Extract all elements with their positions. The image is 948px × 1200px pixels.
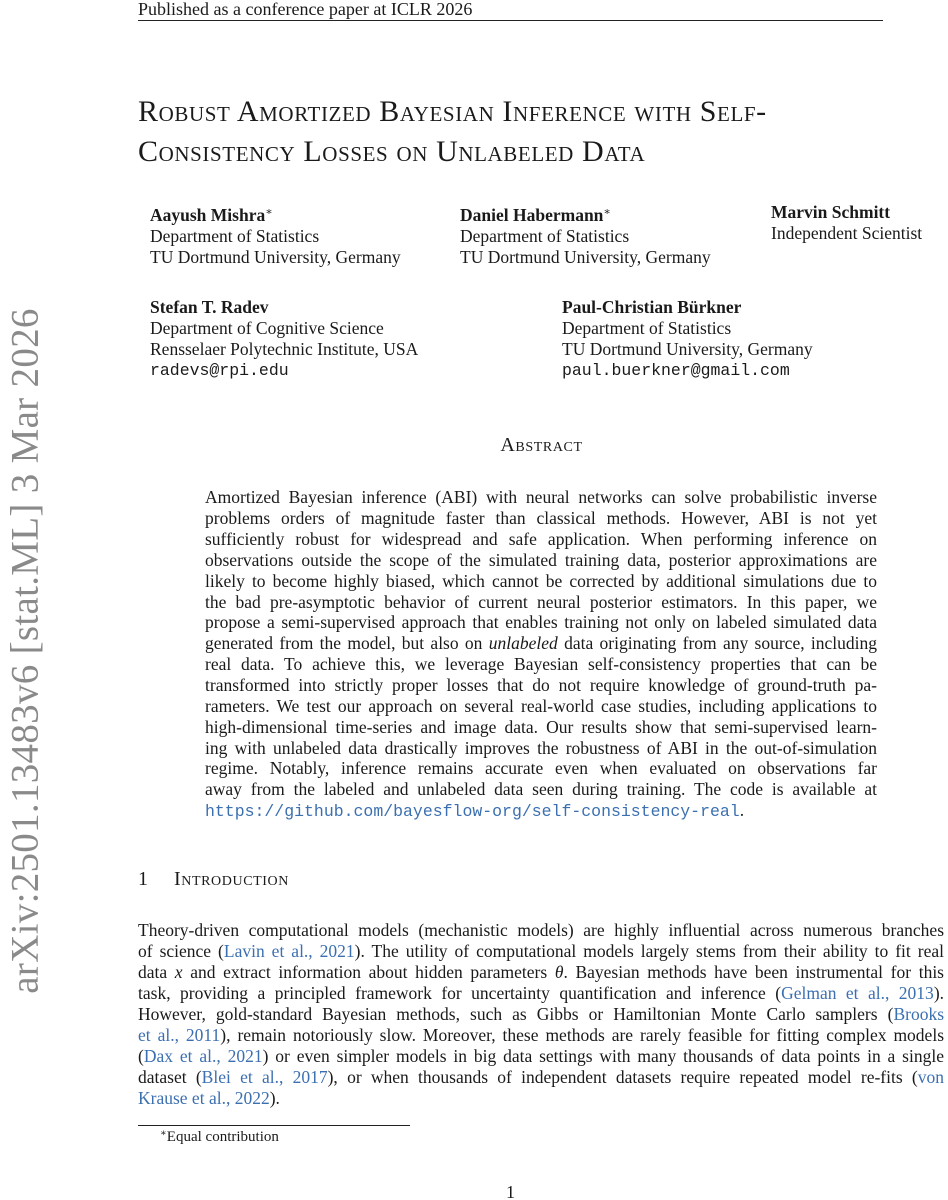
section-number: 1: [138, 868, 148, 890]
abstract-line: transformed into strictly proper losses that do not require knowledge of ground-truth pa-: [205, 675, 877, 695]
author-name: Aayush Mishra: [150, 205, 266, 225]
body-line: [138, 941, 944, 962]
abstract-line: propose a semi-supervised approach that enables training not only on labeled simulated data: [205, 612, 877, 632]
citation-link[interactable]: Gelman et al., 2013: [781, 983, 934, 1003]
author-department: Department of Statistics: [562, 318, 732, 338]
citation-link[interactable]: Dax et al., 2021: [143, 1046, 263, 1066]
abstract-line: ing with unlabeled data drastically improves the robustness of ABI in the out-of-simulation: [205, 738, 877, 758]
citation-link[interactable]: et al., 2011: [138, 1025, 221, 1045]
emphasis-text: unlabeled: [488, 633, 558, 653]
author-institution: Rensselaer Polytechnic Institute, USA: [150, 339, 419, 359]
body-line: [138, 983, 944, 1004]
author-institution: TU Dortmund University, Germany: [150, 247, 401, 267]
running-header: Published as a conference paper at ICLR 2026: [138, 0, 473, 19]
body-text: data: [138, 962, 175, 982]
author-block: [150, 297, 418, 381]
abstract-line: problems orders of magnitude faster than classical methods. However, ABI is not yet: [205, 508, 877, 528]
body-text: of science (: [138, 941, 224, 961]
author-block: [150, 202, 401, 268]
body-text: dataset (: [138, 1067, 202, 1087]
footnote-text: Equal contribution: [166, 1129, 279, 1145]
body-text: ) or even simpler models in big data settings with many thousands of data points in a single: [262, 1046, 944, 1066]
citation-link[interactable]: Krause et al., 2022: [138, 1088, 270, 1108]
citation-link[interactable]: Brooks: [893, 1004, 944, 1024]
math-variable: x: [174, 962, 183, 982]
author-email[interactable]: paul.buerkner@gmail.com: [562, 361, 790, 380]
body-line: [138, 1067, 944, 1088]
arxiv-stamp: [0, 0, 50, 1200]
body-text: . Bayesian methods have been instrumental for this: [563, 962, 944, 982]
author-institution: TU Dortmund University, Germany: [562, 339, 813, 359]
body-text: ). The utility of computational models largely stems from their ability to fit real: [354, 941, 944, 961]
footnote-rule: [138, 1125, 410, 1126]
body-text: (: [138, 1046, 144, 1066]
body-text: ).: [933, 983, 945, 1003]
body-line: [138, 962, 944, 983]
abstract-line: [205, 633, 877, 654]
body-text: However, gold-standard Bayesian methods, such as Gibbs or Hamiltonian Monte Carlo samplers (: [138, 1004, 894, 1024]
body-line: Theory-driven computational models (mechanistic models) are highly influential across numerous branches: [138, 920, 944, 940]
body-text: ).: [269, 1088, 280, 1108]
code-repository-link[interactable]: https://github.com/bayesflow-org/self-consistency-real: [205, 802, 740, 821]
section-heading: [138, 868, 289, 891]
author-department: Department of Cognitive Science: [150, 318, 384, 338]
equal-contribution-mark: ∗: [603, 206, 611, 218]
abstract-line: the bad pre-asymptotic behavior of current neural posterior estimators. In this paper, we: [205, 592, 877, 612]
abstract-line: away from the labeled and unlabeled data seen during training. The code is available at: [205, 779, 877, 799]
body-line: [138, 1088, 944, 1109]
author-department: Independent Scientist: [771, 223, 923, 243]
author-department: Department of Statistics: [460, 226, 630, 246]
citation-link[interactable]: von: [917, 1067, 944, 1087]
abstract-text: data originating from any source, including: [557, 633, 877, 653]
abstract-line: regime. Notably, inference remains accurate even when evaluated on observations far: [205, 758, 877, 778]
body-text: ), or when thousands of independent datasets require repeated model re-fits (: [327, 1067, 918, 1087]
footnote: [160, 1128, 279, 1146]
abstract-line: [205, 800, 877, 822]
page-number: 1: [506, 1182, 515, 1200]
citation-link[interactable]: Blei et al., 2017: [201, 1067, 328, 1087]
equal-contribution-mark: ∗: [265, 206, 273, 218]
body-line: [138, 1046, 944, 1067]
abstract-line: real data. To achieve this, we leverage Bayesian self-consistency properties that can be: [205, 654, 877, 674]
abstract-line: rameters. We test our approach on several real-world case studies, including applications to: [205, 696, 877, 716]
author-block: [460, 202, 711, 268]
body-text: task, providing a principled framework for uncertainty quantification and inference (: [138, 983, 782, 1003]
abstract-line: high-dimensional time-series and image data. Our results show that semi-supervised learn-: [205, 717, 877, 737]
body-text: and extract information about hidden parameters: [182, 962, 555, 982]
abstract-line: Amortized Bayesian inference (ABI) with neural networks can solve probabilistic inverse: [205, 487, 877, 507]
abstract-line: observations outside the scope of the simulated training data, posterior approximations are: [205, 550, 877, 570]
math-variable: θ: [554, 962, 564, 982]
abstract-heading: Abstract: [500, 434, 583, 456]
citation-link[interactable]: Lavin et al., 2021: [223, 941, 355, 961]
author-name: Daniel Habermann: [460, 205, 604, 225]
author-department: Department of Statistics: [150, 226, 320, 246]
abstract-text: generated from the model, but also on: [205, 633, 483, 653]
abstract-text: .: [739, 800, 745, 820]
author-block: [562, 297, 813, 381]
body-line: [138, 1025, 944, 1046]
section-title: Introduction: [174, 868, 289, 890]
author-name: Paul-Christian Bürkner: [562, 297, 742, 317]
paper-title-line-2: Consistency Losses on Unlabeled Data: [138, 135, 646, 168]
paper-title-line-1: Robust Amortized Bayesian Inference with Self-: [138, 95, 767, 128]
body-line: [138, 1004, 944, 1025]
author-name: Marvin Schmitt: [771, 202, 891, 222]
arxiv-stamp-text: arXiv:2501.13483v6 [stat.ML] 3 Mar 2026: [3, 308, 47, 994]
abstract-line: sufficiently robust for widespread and safe application. When performing inference on: [205, 529, 877, 549]
author-block: [771, 202, 922, 244]
author-email[interactable]: radevs@rpi.edu: [150, 361, 289, 380]
abstract-line: likely to become highly biased, which cannot be corrected by additional simulations due to: [205, 571, 877, 591]
header-rule: [138, 20, 883, 21]
body-text: ), remain notoriously slow. Moreover, these methods are rarely feasible for fitting complex models: [220, 1025, 945, 1045]
author-institution: TU Dortmund University, Germany: [460, 247, 711, 267]
footnote-mark: ∗: [160, 1128, 167, 1139]
author-name: Stefan T. Radev: [150, 297, 269, 317]
